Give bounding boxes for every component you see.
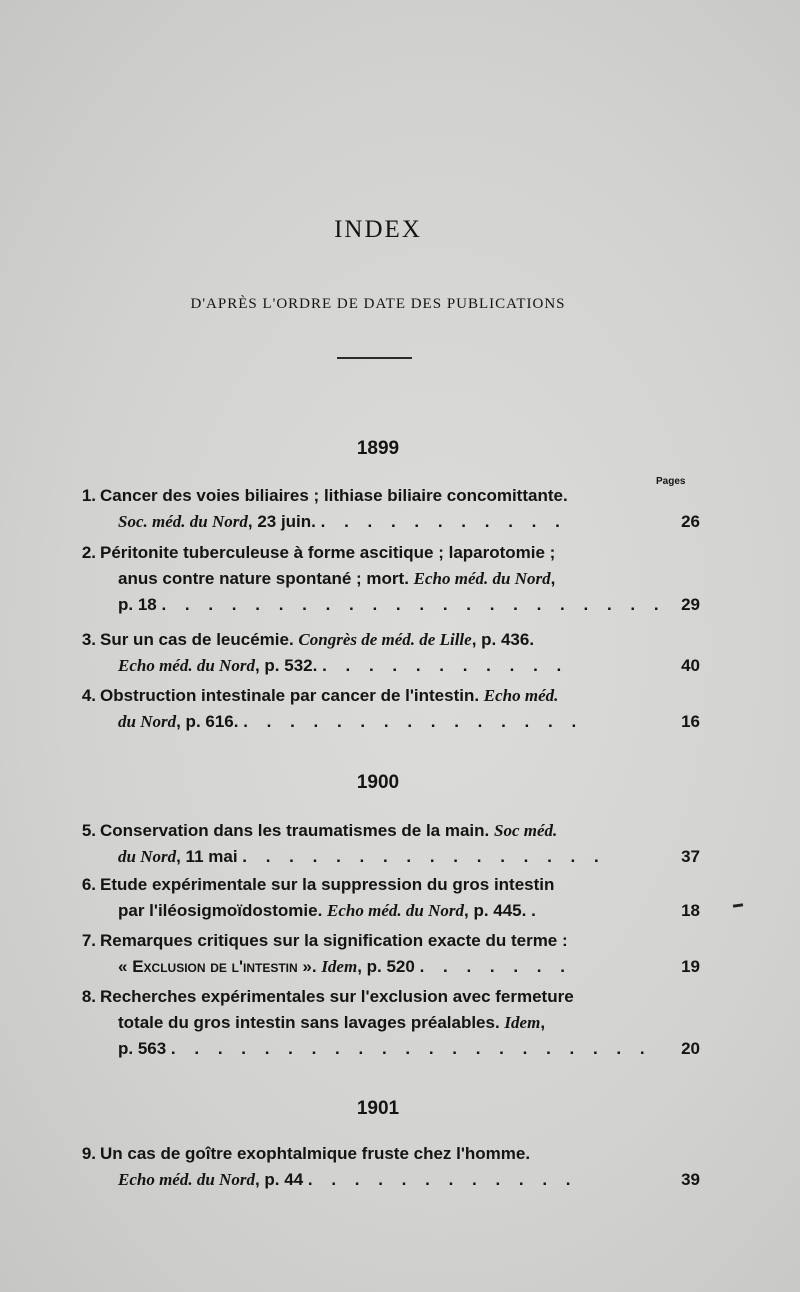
text-segment: , xyxy=(540,1013,546,1032)
entry-line xyxy=(100,709,668,735)
year-heading: 1899 xyxy=(356,438,400,459)
page-number: 19 xyxy=(681,957,700,976)
text-segment: Etude expérimentale sur la suppression du gros intestin xyxy=(100,875,555,894)
entry-line xyxy=(100,818,668,844)
entry-number: 7. xyxy=(81,931,96,950)
text-segment: , p. 44 xyxy=(254,1170,308,1189)
entry-line xyxy=(100,627,668,653)
page-number: 16 xyxy=(681,712,700,731)
entry-line xyxy=(100,898,668,924)
entry-text xyxy=(100,872,668,924)
entry-number: 1. xyxy=(81,486,96,505)
entry-line xyxy=(100,1010,668,1036)
entry-line xyxy=(100,984,668,1010)
leader-dots: . . . . . . . . . . . . . . . . xyxy=(242,847,606,866)
text-segment: anus contre nature spontané ; mort. xyxy=(118,569,414,588)
page-subtitle: D'APRÈS L'ORDRE DE DATE DES PUBLICATIONS xyxy=(190,296,566,312)
italic-citation: Soc méd. xyxy=(493,821,558,840)
entry-line xyxy=(100,653,668,679)
entry-text xyxy=(100,984,668,1062)
italic-citation: Echo méd. du Nord xyxy=(118,656,255,675)
italic-citation: Echo méd. xyxy=(483,686,559,705)
text-segment: , p. 532. xyxy=(254,656,323,675)
leader-dots: . . . . . . . . . . . xyxy=(320,512,567,531)
page-number: 40 xyxy=(681,656,700,675)
divider-rule xyxy=(337,357,412,359)
italic-citation: Idem xyxy=(321,957,358,976)
entry-line xyxy=(100,509,668,535)
text-segment: Péritonite tuberculeuse à forme ascitique ; laparotomie ; xyxy=(100,543,556,562)
leader-dots: . . . . . . . . . . . . . . . xyxy=(243,712,584,731)
pages-column-label: Pages xyxy=(656,476,686,487)
leader-dots: . . . . . . . xyxy=(419,957,572,976)
entry-text xyxy=(100,818,668,870)
page-number: 26 xyxy=(681,512,700,531)
text-segment: Remarques critiques sur la signification exacte du terme : xyxy=(100,931,568,950)
entry-line xyxy=(100,844,668,870)
text-segment: , 11 mai xyxy=(176,847,243,866)
italic-citation: Echo méd. du Nord xyxy=(327,901,464,920)
entry-number: 6. xyxy=(81,875,96,894)
leader-dots: . . . . . . . . . . . . . . . . . . . . . xyxy=(170,1039,652,1058)
entry-text xyxy=(100,1141,668,1193)
text-segment: p. 563 xyxy=(118,1039,171,1058)
text-segment: Un cas de goître exophtalmique fruste chez l'homme. xyxy=(100,1144,531,1163)
entry-line xyxy=(100,1141,668,1167)
text-segment: Obstruction intestinale par cancer de l'intestin. xyxy=(100,686,484,705)
year-heading: 1900 xyxy=(356,772,400,793)
leader-dots: . . . . . . . . . . . . . . . . . . . . . . xyxy=(161,595,666,614)
entry-line xyxy=(100,928,668,954)
italic-citation: Echo méd. du Nord xyxy=(118,1170,255,1189)
text-segment: , xyxy=(550,569,556,588)
italic-citation: Echo méd. du Nord xyxy=(413,569,551,588)
text-segment: Conservation dans les traumatismes de la main. xyxy=(100,821,494,840)
entry-number: 8. xyxy=(81,987,96,1006)
italic-citation: Congrès de méd. de Lille xyxy=(298,630,472,649)
entry-line xyxy=(100,1167,668,1193)
text-segment: Sur un cas de leucémie. xyxy=(100,630,299,649)
page-number: 18 xyxy=(681,901,700,920)
entry-number: 3. xyxy=(81,630,96,649)
text-segment: par l'iléosigmoïdostomie. xyxy=(118,901,328,920)
page-number: 39 xyxy=(681,1170,700,1189)
text-segment: , p. 436. xyxy=(471,630,535,649)
entry-line xyxy=(100,566,668,592)
text-segment: , p. 616. xyxy=(176,712,244,731)
page-number: 37 xyxy=(681,847,700,866)
text-segment: p. 18 xyxy=(118,595,162,614)
entry-text xyxy=(100,483,668,535)
entry-text xyxy=(100,627,668,679)
year-heading: 1901 xyxy=(356,1098,400,1119)
entry-line xyxy=(100,592,668,618)
entry-number: 5. xyxy=(81,821,96,840)
entry-line xyxy=(100,540,668,566)
entry-line xyxy=(100,683,668,709)
text-segment: Recherches expérimentales sur l'exclusion avec fermeture xyxy=(100,987,574,1006)
entry-line xyxy=(100,483,668,509)
entry-line xyxy=(100,1036,668,1062)
entry-text xyxy=(100,683,668,735)
text-segment: « xyxy=(118,957,133,976)
entry-text xyxy=(100,928,668,980)
italic-citation: Soc. méd. du Nord xyxy=(118,512,248,531)
entry-number: 2. xyxy=(81,543,96,562)
entry-number: 9. xyxy=(81,1144,96,1163)
entry-text xyxy=(100,540,668,618)
italic-citation: du Nord xyxy=(118,712,177,731)
entry-number: 4. xyxy=(81,686,96,705)
text-segment: ». xyxy=(297,957,322,976)
italic-citation: du Nord xyxy=(118,847,177,866)
ink-mark xyxy=(733,903,743,907)
leader-dots: . . . . . . . . . . . . xyxy=(307,1170,578,1189)
entry-line xyxy=(100,872,668,898)
page-number: 29 xyxy=(681,595,700,614)
text-segment: Cancer des voies biliaires ; lithiase biliaire concomittante. xyxy=(100,486,568,505)
text-segment: totale du gros intestin sans lavages préalables. xyxy=(118,1013,505,1032)
page-number: 20 xyxy=(681,1039,700,1058)
text-segment: , p. 445. xyxy=(464,901,532,920)
small-caps-text: Exclusion de l'intestin xyxy=(132,957,298,976)
text-segment: , 23 juin. xyxy=(247,512,321,531)
leader-dots: . xyxy=(531,901,543,920)
entry-line xyxy=(100,954,668,980)
page-title: INDEX xyxy=(334,216,422,243)
leader-dots: . . . . . . . . . . . xyxy=(322,656,569,675)
text-segment: , p. 520 xyxy=(357,957,420,976)
italic-citation: Idem xyxy=(504,1013,541,1032)
